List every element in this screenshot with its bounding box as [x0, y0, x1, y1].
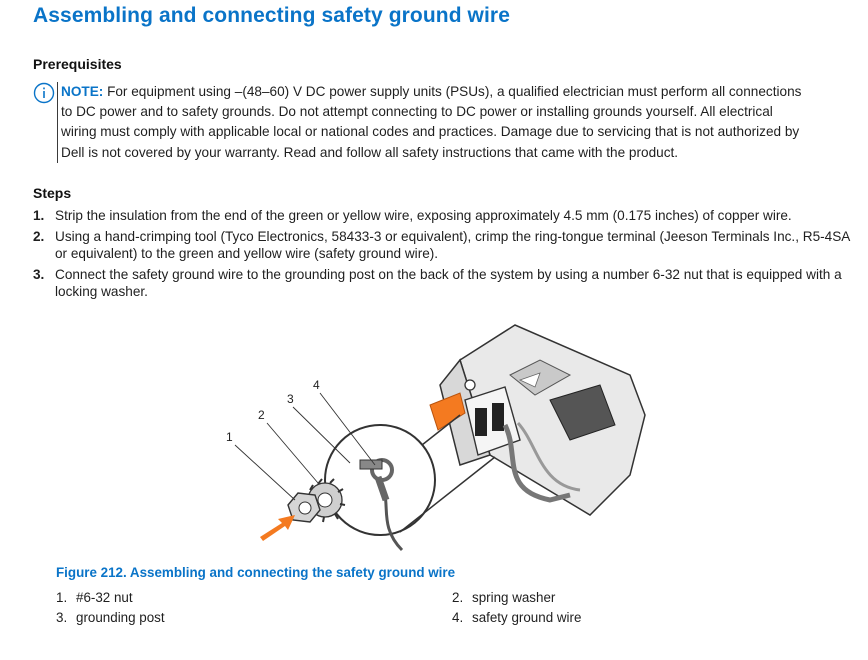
prerequisites-heading: Prerequisites — [33, 56, 122, 72]
psu-module — [440, 325, 645, 515]
callout-1: 1 — [226, 430, 233, 444]
legend-item — [452, 610, 581, 625]
grounding-post — [360, 460, 382, 469]
legend-item — [56, 610, 165, 625]
legend-item — [452, 590, 555, 605]
step-item — [33, 228, 853, 262]
steps-list — [33, 207, 853, 304]
step-item — [33, 266, 853, 300]
legend-text: safety ground wire — [472, 610, 582, 625]
note-text — [57, 82, 851, 163]
legend-number: 3. — [56, 610, 68, 625]
callout-3: 3 — [287, 392, 294, 406]
step-text: Using a hand-crimping tool (Tyco Electronics, 58433-3 or equivalent), crimp the ring-tongue terminal (Jeeson Terminals Inc., R5-4SA or equivalent) to the green and yellow wire (safety ground wire). — [55, 229, 850, 261]
note-line: For equipment using –(48–60) V DC power supply units (PSUs), a qualified electrician must perform all connections — [103, 84, 802, 99]
note-label: NOTE: — [61, 84, 104, 99]
step-text: Strip the insulation from the end of the green or yellow wire, exposing approximately 4.5 mm (0.175 inches) of copper wire. — [55, 208, 792, 223]
step-text: Connect the safety ground wire to the grounding post on the back of the system by using a number 6-32 nut that is equipped with a locking washer. — [55, 267, 842, 299]
page-title: Assembling and connecting safety ground wire — [33, 4, 510, 27]
step-number: 1. — [33, 208, 45, 223]
legend-number: 4. — [452, 610, 464, 625]
direction-arrow — [260, 515, 295, 541]
step-number: 2. — [33, 229, 45, 244]
legend-text: spring washer — [472, 590, 556, 605]
legend-number: 1. — [56, 590, 68, 605]
legend-text: grounding post — [76, 610, 165, 625]
note-line: Dell is not covered by your warranty. Read and follow all safety instructions that came with the product. — [61, 144, 679, 160]
legend-item — [56, 590, 133, 605]
legend-number: 2. — [452, 590, 464, 605]
note-line: to DC power and to safety grounds. Do not attempt connecting to DC power or installing grounds yourself. All electrical — [61, 104, 773, 120]
callout-4: 4 — [313, 378, 320, 392]
legend-text: #6-32 nut — [76, 590, 133, 605]
figure-caption: Figure 212. Assembling and connecting the safety ground wire — [56, 565, 456, 580]
step-number: 3. — [33, 267, 45, 282]
ground-wire-illustration — [160, 305, 680, 560]
callout-2: 2 — [258, 408, 265, 422]
steps-heading: Steps — [33, 185, 72, 201]
step-item — [33, 207, 853, 224]
note-line: wiring must comply with applicable local or national codes and practices. Damage due to servicing that is not authorized by — [61, 124, 800, 140]
info-icon — [33, 82, 55, 104]
